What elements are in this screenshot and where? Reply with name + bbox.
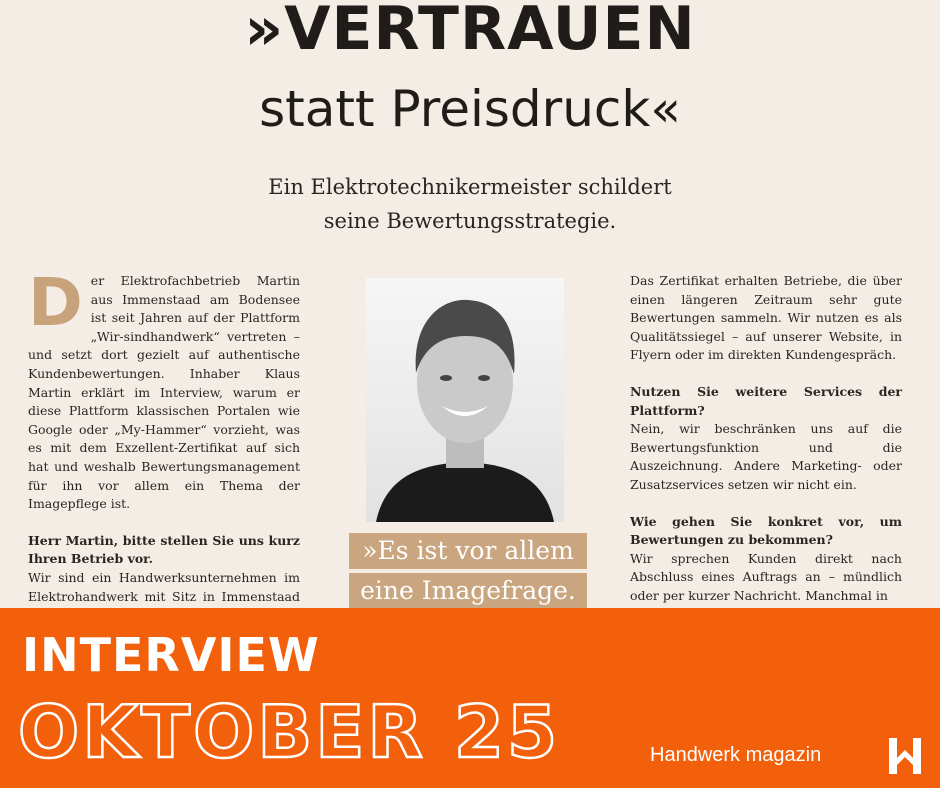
banner-title: INTERVIEW (22, 628, 320, 682)
intro-paragraph (28, 264, 300, 514)
pull-quote-line-2: eine Imagefrage. (349, 573, 587, 609)
handwerk-h-logo-icon (886, 736, 924, 776)
interview-answer: Nein, wir beschränken uns auf die Bewertungsfunktion und die Auszeichnung. Andere Marketing- oder Zusatzservices setzen wir nicht ein. (630, 421, 902, 492)
subtitle-line-2: seine Bewertungsstrategie. (323, 209, 617, 233)
brand-name: Handwerk magazin (650, 744, 822, 766)
interview-question: Wie gehen Sie konkret vor, um Bewertungen zu bekommen? (630, 513, 902, 548)
interview-answer: Wir sind ein Handwerksunternehmen im Elektrohandwerk mit Sitz in Immenstaad (28, 569, 300, 604)
article-column-left (28, 264, 300, 643)
drop-cap: D (28, 264, 83, 341)
banner-date: OKTOBER 25 (18, 690, 561, 774)
article-subtitle (0, 170, 940, 238)
portrait-photo (366, 278, 564, 522)
interview-question: Nutzen Sie weitere Services der Plattform? (630, 383, 902, 418)
article-column-right (630, 272, 902, 624)
pull-quote-line-1: »Es ist vor allem (349, 533, 587, 569)
headline-line-1: »VERTRAUEN (244, 0, 696, 64)
intro-text: er Elektrofachbetrieb Martin aus Immenstaad am Bodensee ist seit Jahren auf der Plattform „Wir-sindhandwerk“ vertreten – und setzt dort gezielt auf authentische Kundenbewertungen. Inhaber Klaus Martin erklärt im Interview, warum er diese Plattform klassischen Portalen wie Google oder „My-Hammer“ vorzieht, was es mit dem Exzellent-Zertifikat auf sich hat und weshalb Bewertungsmanagement für ihn vor allem ein Thema der Imagepflege ist. (28, 273, 300, 512)
interview-answer: Wir sprechen Kunden direkt nach Abschluss eines Auftrags an – mündlich oder per kurzer Nachricht. Manchmal in (630, 550, 902, 603)
certificate-paragraph: Das Zertifikat erhalten Betriebe, die über einen längeren Zeitraum sehr gute Bewertungen sammeln. Wir nutzen es als Qualitätssiegel – auf unserer Website, in Flyern oder im direkten Kundengespräch. (630, 273, 902, 363)
interview-question: Herr Martin, bitte stellen Sie uns kurz Ihren Betrieb vor. (28, 532, 300, 567)
portrait-illustration (366, 278, 564, 522)
headline-line-2: statt Preisdruck« (259, 80, 681, 138)
subtitle-line-1: Ein Elektrotechnikermeister schildert (268, 175, 672, 199)
